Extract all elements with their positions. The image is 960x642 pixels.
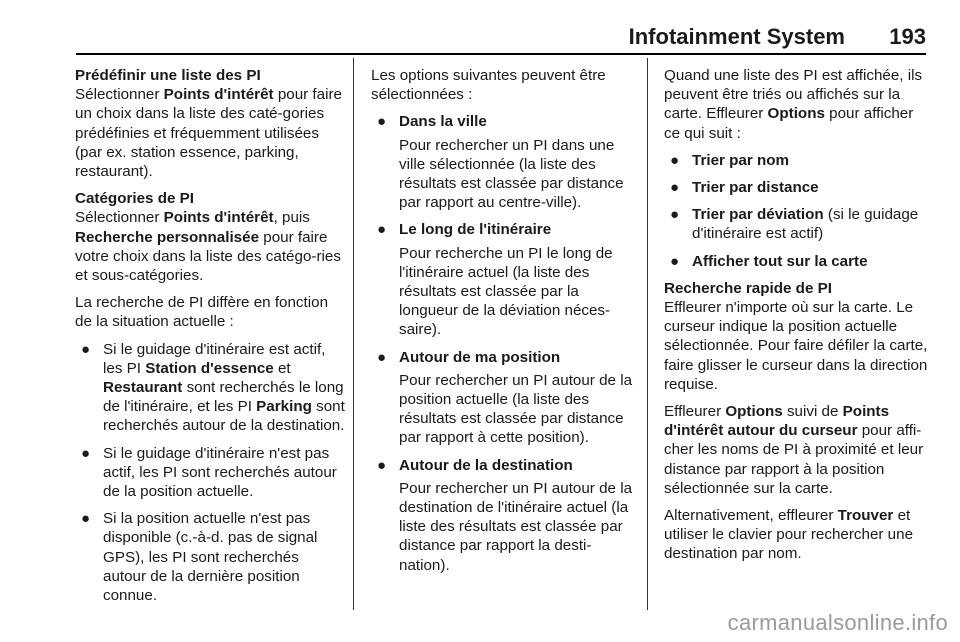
bullet-icon: ● (670, 151, 680, 169)
option-title: Autour de la destination (399, 456, 573, 474)
option-description: Pour rechercher un PI autour de la position actuelle (la liste des résultats est classée par distance par rapport à cette position). (399, 371, 633, 447)
bullet-icon: ● (81, 340, 91, 358)
section-heading: Recherche rapide de PI (664, 279, 832, 297)
section-heading: Catégories de PI (75, 190, 195, 208)
list-item: ● Si le guidage d'itinéraire n'est pas actif, les PI sont recherchés autour de la position actuelle. (81, 444, 337, 501)
option-title: Le long de l'itinéraire (399, 221, 552, 239)
paragraph: La recherche de PI diffère en fonction de la situation actuelle : (75, 294, 329, 331)
list-item: ● Si le guidage d'itinéraire est actif, les PI Station d'essence et Restaurant sont recherchés le long de l'itinéraire, et les PI Parking sont recherchés autour de la destination. (81, 340, 345, 435)
bullet-icon: ● (670, 206, 680, 224)
list-item (371, 348, 633, 448)
options-list (371, 112, 633, 574)
ui-term: Options (725, 403, 783, 421)
list-item (371, 112, 633, 212)
bullet-icon: ● (670, 179, 680, 197)
list-item: ● Trier par nom (670, 151, 790, 169)
bullet-icon: ● (377, 456, 387, 474)
column-1 (75, 66, 345, 613)
list-item (371, 220, 633, 339)
option-title: Dans la ville (399, 113, 487, 131)
bullet-icon: ● (377, 221, 387, 239)
column-3 (664, 66, 928, 572)
option-description: Pour rechercher un PI autour de la destination de l'itinéraire actuel (la liste des résultats est classée par distance par rapport la desti-nation). (399, 479, 633, 574)
paragraph: Les options suivantes peuvent être sélectionnées : (371, 67, 606, 104)
bullet-icon: ● (81, 444, 91, 462)
section-heading: Prédéfinir une liste des PI (75, 67, 261, 84)
bullet-icon: ● (377, 113, 387, 131)
list-item: ● Trier par déviation (si le guidage d'itinéraire est actif) (670, 206, 919, 243)
ui-term: Points d'intérêt (163, 209, 274, 227)
option-description: Pour recherche un PI le long de l'itinéraire actuel (la liste des résultats est classée par la longueur de la déviation néces-saire). (399, 244, 613, 339)
bullet-list (75, 340, 345, 606)
section-quick-poi-search: Recherche rapide de PI Effleurer n'importe où sur la carte. Le curseur indique la position actuelle sélectionnée. Pour faire défiler la carte, faire glisser le curseur dans la direction requise. (664, 279, 928, 393)
page-header (0, 0, 960, 56)
section-title: Infotainment System (628, 24, 845, 49)
list-item: ● Trier par distance (670, 179, 819, 197)
bullet-icon: ● (670, 252, 680, 270)
ui-term: Points d'intérêt autour du curseur (664, 403, 890, 440)
ui-term: Points d'intérêt (163, 86, 274, 104)
bullet-icon: ● (377, 348, 387, 366)
list-item (371, 456, 633, 575)
ui-term: Recherche personnalisée (75, 228, 260, 246)
option-description: Pour rechercher un PI dans une ville sélectionnée (la liste des résultats est classée par distance par rapport au centre-ville). (399, 136, 624, 212)
watermark: carmanualsonline.info (727, 610, 948, 635)
section-poi-categories: Catégories de PI Sélectionner Points d'intérêt, puis Recherche personnalisée pour faire votre choix dans la liste des catégo-ries et sous-catégories. (75, 189, 345, 285)
sort-options-list (664, 151, 928, 271)
header-rule (76, 53, 926, 55)
option-title: Autour de ma position (399, 348, 561, 366)
paragraph: Alternativement, effleurer Trouver et utiliser le clavier pour rechercher une destination par nom. (664, 507, 914, 563)
column-2 (371, 66, 633, 583)
ui-term: Options (767, 105, 825, 123)
column-divider-1 (353, 58, 354, 610)
bullet-icon: ● (81, 510, 91, 528)
page-number: 193 (889, 24, 926, 49)
paragraph: Quand une liste des PI est affichée, ils peuvent être triés ou affichés sur la carte. Effleurer Options pour afficher ce qui suit : (664, 67, 923, 142)
column-divider-2 (647, 58, 648, 610)
list-item: ● Afficher tout sur la carte (670, 252, 868, 270)
list-item: ● Si la position actuelle n'est pas disponible (c.-à-d. pas de signal GPS), les PI sont recherchés autour de la dernière position connue. (81, 510, 318, 605)
ui-term: Trouver (837, 507, 894, 525)
paragraph: Effleurer Options suivi de Points d'intérêt autour du curseur pour affi-cher les noms de PI à proximité et leur distance par rapport à la position sélectionnée sur la carte. (664, 403, 924, 497)
section-predefined-list: Prédéfinir une liste des PI Sélectionner Points d'intérêt pour faire un choix dans la liste des caté-gories prédéfinies et fréquemment utilisées (par ex. station essence, parking, restaurant). (75, 66, 345, 181)
